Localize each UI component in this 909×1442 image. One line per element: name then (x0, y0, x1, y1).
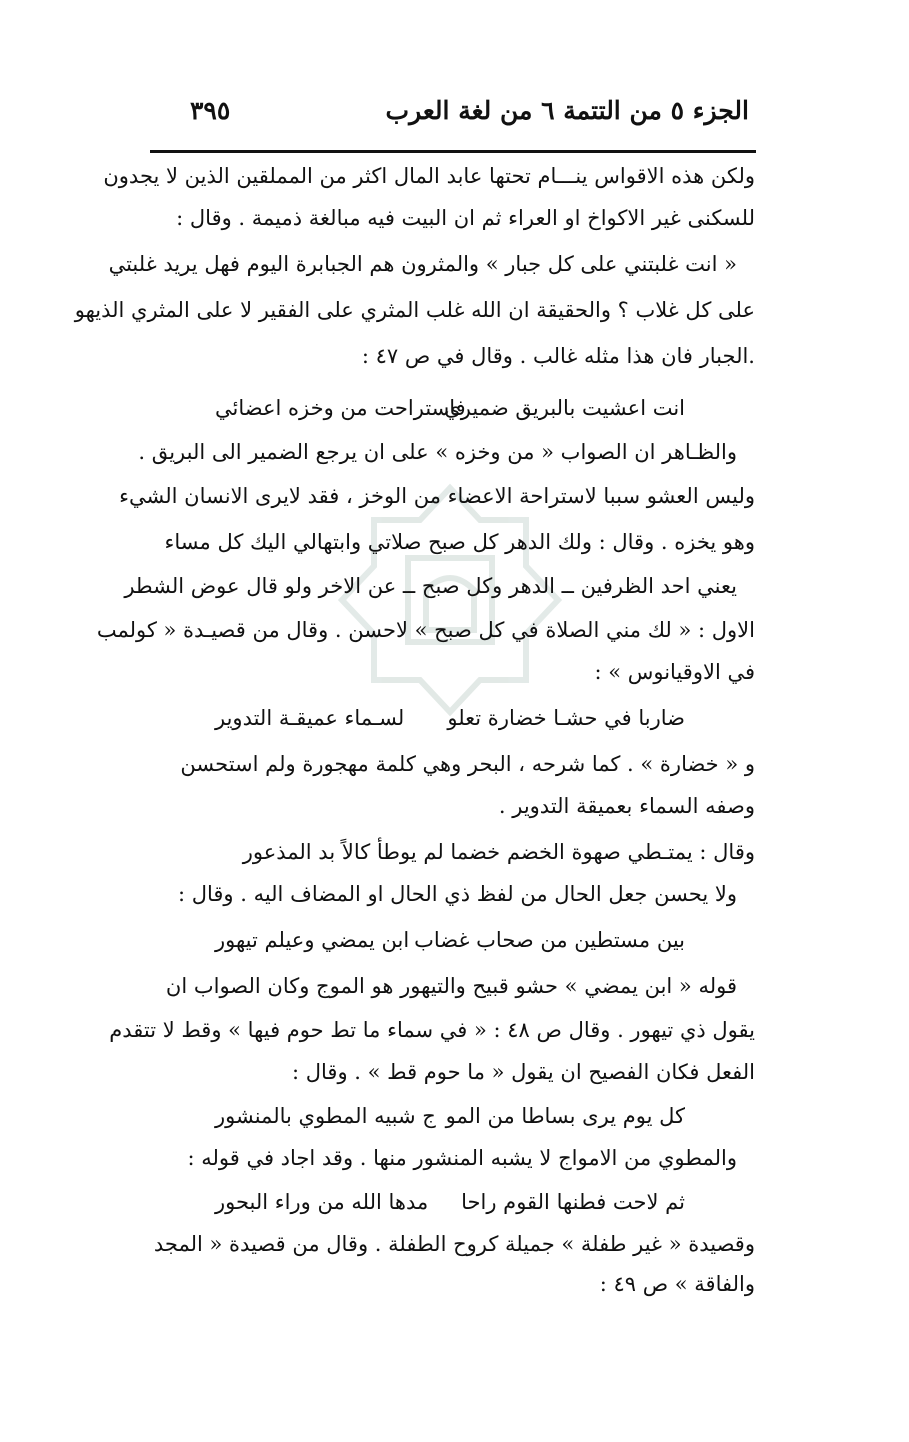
text-line: وقال : يمتـطي صهوة الخضم خضما لم يوطأ كالاً بد المذعور (242, 840, 755, 864)
text-line: والمطوي من الامواج لا يشبه المنشور منها . وقد اجاد في قوله : (187, 1146, 737, 1170)
text-line: يعني احد الظرفين ــ الدهر وكل صبح ــ عن الاخر ولو قال عوض الشطر (124, 574, 737, 598)
verse-hemistich-first: بين مستطين من صحاب غضاب (414, 928, 685, 952)
verse-hemistich-first: ضاربا في حشـا خضارة تعلو (447, 706, 685, 730)
text-line: والظـاهر ان الصواب « من وخزه » على ان يرجع الضمير الى البريق . (138, 440, 737, 464)
page-body (74, 158, 755, 1308)
verse-hemistich-second: ج شبيه المطوي بالمنشور (215, 1104, 436, 1128)
text-line: وهو يخزه . وقال : ولك الدهر كل صبح صلاتي وابتهالي اليك كل مساء (164, 530, 755, 554)
running-title: الجزء ٥ من التتمة ٦ من لغة العرب (385, 96, 749, 125)
verse-line (155, 390, 755, 430)
text-line: ولا يحسن جعل الحال من لفظ ذي الحال او المضاف اليه . وقال : (177, 882, 737, 906)
text-line: ولكن هذه الاقواس ينـــام تحتها عابد المال اكثر من المملقين الذين لا يجدون (103, 164, 755, 188)
text-line: يقول ذي تيهور . وقال ص ٤٨ : « في سماء ما تط حوم فيها » وقط لا تتقدم (109, 1018, 755, 1042)
text-line: الفعل فكان الفصيح ان يقول « ما حوم قط » . وقال : (292, 1060, 755, 1084)
verse-hemistich-second: لسـماء عميقـة التدوير (215, 706, 405, 730)
verse-line (155, 922, 755, 962)
text-line: في الاوقيانوس » : (594, 660, 755, 684)
text-line: وليس العشو سببا لاستراحة الاعضاء من الوخز ، فقد لايرى الانسان الشيء (119, 484, 755, 508)
verse-hemistich-first: كل يوم يرى بساطا من المو (445, 1104, 685, 1128)
text-line: .الجبار فان هذا مثله غالب . وقال في ص ٤٧ : (361, 344, 755, 368)
text-line: للسكنى غير الاكواخ او العراء ثم ان البيت فيه مبالغة ذميمة . وقال : (176, 206, 755, 230)
text-line: والفاقة » ص ٤٩ : (599, 1272, 755, 1296)
verse-hemistich-first: انت اعشيت بالبريق ضميري (444, 396, 685, 420)
page-number: ٣٩٥ (190, 96, 231, 125)
verse-hemistich-first: ثم لاحت فطنها القوم راحا (461, 1190, 685, 1214)
page-header (190, 96, 749, 136)
text-line: وقصيدة « غير طفلة » جميلة كروح الطفلة . وقال من قصيدة « المجد (153, 1232, 755, 1256)
text-line: « انت غلبتني على كل جبار » والمثرون هم الجبابرة اليوم فهل يريد غلبتي (108, 252, 737, 276)
text-line: قوله « ابن يمضي » حشو قبيح والتيهور هو الموج وكان الصواب ان (165, 974, 737, 998)
header-rule (150, 150, 756, 153)
text-line: على كل غلاب ؟ والحقيقة ان الله غلب المثري على الفقير لا على المثري الذيهو (74, 298, 755, 322)
text-line: الاول : « لك مني الصلاة في كل صبح » لاحسن . وقال من قصيـدة « كولمب (96, 618, 755, 642)
text-line: و « خضارة » . كما شرحه ، البحر وهي كلمة مهجورة ولم استحسن (180, 752, 755, 776)
text-line: وصفه السماء بعميقة التدوير . (498, 794, 755, 818)
verse-hemistich-second: ابن يمضي وعيلم تيهور (215, 928, 410, 952)
verse-line (155, 700, 755, 740)
verse-hemistich-second: مدها الله من وراء البحور (215, 1190, 429, 1214)
verse-line (155, 1184, 755, 1224)
verse-hemistich-second: فاستراحت من وخزه اعضائي (215, 396, 466, 420)
verse-line (155, 1098, 755, 1138)
